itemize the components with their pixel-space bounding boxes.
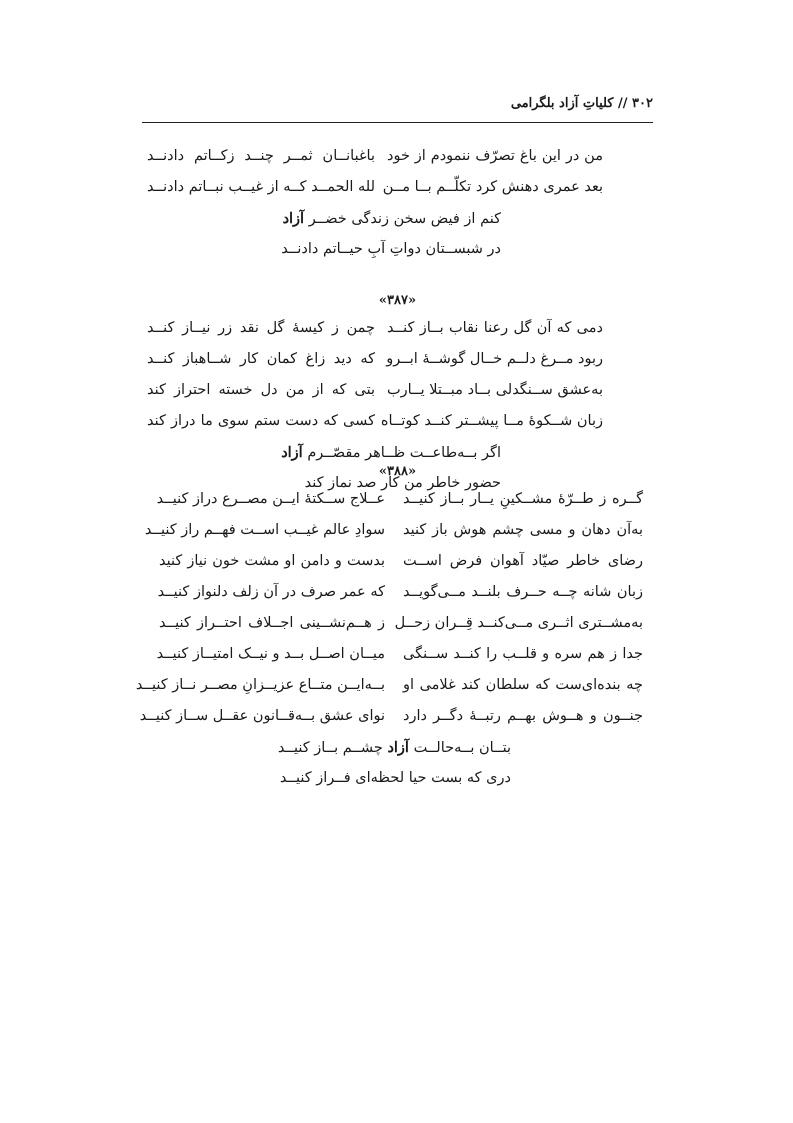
- makhlas-line: [142, 732, 653, 763]
- hemistich-first: من در این باغ تصرّف ننمودم از خود: [387, 148, 603, 164]
- makhlas-line: [142, 203, 653, 234]
- makhlas-text: اگر بــه‌طاعــت ظــاهر مقصّــرم آزاد: [281, 444, 501, 461]
- makhlas-line: [142, 763, 653, 794]
- poem-388: [135, 460, 653, 794]
- hemistich-first: چه بنده‌ای‌ست که سلطان کند غلامی او: [403, 677, 643, 693]
- bayt: [142, 375, 653, 406]
- makhlas-text: دری که بست حیا لحظه‌ای فــراز کنیــد: [279, 770, 511, 786]
- hemistich-second: که عمر صرف در آن زلف دلنواز کنیــد: [157, 584, 385, 600]
- hemistich-first: دمی که آن گل رعنا نقاب بــاز کنــد: [387, 320, 603, 336]
- hemistich-second: بتی که از من دل خسته احتراز کند: [147, 382, 375, 398]
- hemistich-second: ز هــم‌نشــینی اجــلاف احتــراز کنیــد: [159, 615, 385, 631]
- running-header-text: ۳۰۲ // کلیاتِ آزاد بلگرامی: [510, 96, 653, 111]
- bayt: [142, 313, 653, 344]
- hemistich-second: چمن ز کیسهٔ گل نقد زر نیــاز کنــد: [147, 320, 375, 336]
- hemistich-second: نوای عشق بــه‌قــانون عقــل ســاز کنیــد: [139, 708, 385, 724]
- hemistich-first: زبان شانه چــه حــرف بلنــد مــی‌گویــد: [403, 584, 643, 600]
- header-rule: [142, 122, 653, 123]
- hemistich-first: گــره ز طــرّهٔ مشــکینِ یــار بــاز کنیــد: [403, 491, 643, 507]
- bayt: [142, 546, 653, 577]
- makhlas-text: کنم از فیض سخن زندگی خضــر آزاد: [282, 210, 501, 227]
- hemistich-second: میــان اصــل بــد و نیــک امتیــاز کنیــد: [156, 646, 385, 662]
- bayt: [142, 484, 653, 515]
- bayt: [142, 608, 653, 639]
- poet-pen-name: آزاد: [282, 210, 305, 227]
- hemistich-first: زبان شــکوهٔ مــا پیشــتر کنــد کوتــاه: [380, 413, 603, 429]
- hemistich-first: بعد عمری دهنش کرد تکلّــم بــا مــن: [382, 179, 603, 195]
- hemistich-first: به‌عشق ســنگدلی بــاد مبــتلا یــارب: [387, 382, 603, 398]
- makhlas-text: در شبســتان دواتِ آبِ حیــاتم دادنــد: [281, 241, 501, 257]
- bayt: [142, 344, 653, 375]
- bayt: [139, 701, 653, 732]
- hemistich-first: به‌مشــتری اثــری مــی‌کنــد قِــران زحــل: [394, 615, 643, 631]
- hemistich-second: سوادِ عالم غیــب اســت فهــم راز کنیــد: [144, 522, 385, 538]
- hemistich-first: به‌آن دهان و مسی چشم هوش باز کنید: [403, 522, 643, 538]
- running-header: [142, 96, 653, 122]
- bayt: [135, 670, 653, 701]
- bayt: [142, 406, 653, 437]
- hemistich-first: جنــون و هــوش بهــم رتبــهٔ دگــر دارد: [403, 708, 643, 724]
- poet-pen-name: آزاد: [387, 739, 409, 756]
- hemistich-second: که دید زاغ کمان کار شــاهباز کنــد: [147, 351, 375, 367]
- makhlas-text: بتــان بــه‌حالــت آزاد چشــم بــاز کنیــد: [277, 739, 511, 756]
- bayt: [142, 639, 653, 670]
- hemistich-first: ربود مــرغ دلــم خــال گوشــهٔ ابــرو: [386, 351, 603, 367]
- hemistich-second: عــلاج ســکتهٔ ایــن مصــرع دراز کنیــد: [156, 491, 385, 507]
- poet-pen-name: آزاد: [281, 444, 303, 461]
- makhlas-text: حضور خاطر من کار صد نماز کند: [304, 475, 501, 491]
- poem-continuation: [142, 141, 653, 265]
- poem-number: «۳۸۷»: [378, 293, 417, 308]
- makhlas-line: [142, 234, 653, 265]
- bayt: [142, 172, 653, 203]
- hemistich-second: لله الحمــد کــه از غیــب نبــاتم دادنــد: [147, 179, 375, 195]
- bayt: [142, 577, 653, 608]
- poem-number: «۳۸۸»: [378, 464, 417, 479]
- hemistich-second: باغبانــان ثمــر چنــد زکــاتم دادنــد: [147, 148, 375, 164]
- hemistich-second: بــه‌ایــن متــاع عزیــزانِ مصــر نــاز کنیــد: [135, 677, 385, 693]
- bayt: [142, 141, 653, 172]
- hemistich-second: کسی که دست ستم سوی ما دراز کند: [147, 413, 375, 429]
- hemistich-first: رضای خاطر صیّاد آهوان فرض اســت: [403, 553, 643, 569]
- hemistich-first: جدا ز هم سره و قلــب را کنــد ســنگی: [403, 646, 643, 662]
- bayt: [142, 515, 653, 546]
- hemistich-second: بدست و دامن او مشت خون نیاز کنید: [159, 553, 385, 569]
